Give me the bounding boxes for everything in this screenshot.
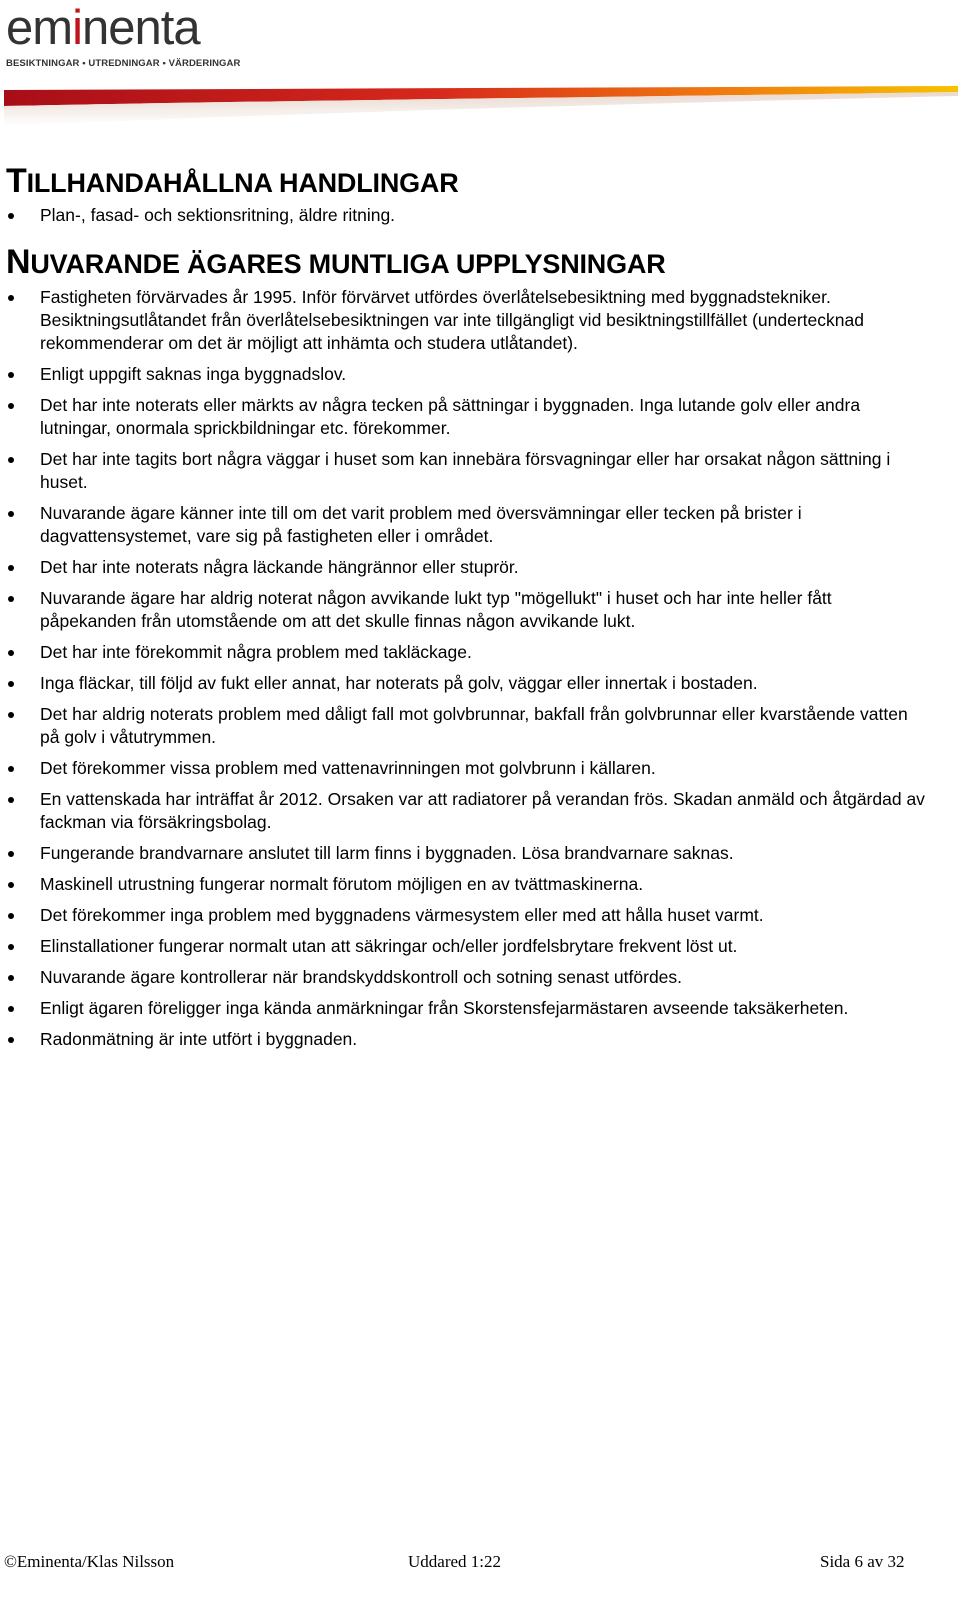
section-title-nuvarande-agares-upplysningar: NUVARANDE ÄGARES MUNTLIGA UPPLYSNINGAR — [6, 243, 666, 281]
list-item: Inga fläckar, till följd av fukt eller annat, har noterats på golv, väggar eller innertak i bostaden. — [0, 672, 930, 695]
bullet-icon — [8, 403, 14, 409]
company-logo — [4, 0, 244, 80]
bullet-icon — [8, 650, 14, 656]
bullet-icon — [8, 596, 14, 602]
list-item: Nuvarande ägare har aldrig noterat någon avvikande lukt typ "mögellukt" i huset och har inte heller fått påpekanden från utomstående om att det skulle finnas någon avvikande lukt. — [0, 587, 930, 633]
bullet-icon — [8, 565, 14, 571]
bullet-icon — [8, 1037, 14, 1043]
list-tillhandahallna-handlingar — [0, 204, 930, 235]
bullet-icon — [8, 511, 14, 517]
bullet-icon — [8, 944, 14, 950]
bullet-icon — [8, 1006, 14, 1012]
bullet-icon — [8, 295, 14, 301]
list-item: Plan-, fasad- och sektionsritning, äldre ritning. — [0, 204, 930, 227]
bullet-icon — [8, 457, 14, 463]
list-item: Maskinell utrustning fungerar normalt förutom möjligen en av tvättmaskinerna. — [0, 873, 930, 896]
list-item: Nuvarande ägare kontrollerar när brandskyddskontroll och sotning senast utfördes. — [0, 966, 930, 989]
logo-tagline: BESIKTNINGAR • UTREDNINGAR • VÄRDERINGAR — [6, 58, 241, 69]
list-item: Radonmätning är inte utfört i byggnaden. — [0, 1028, 930, 1051]
list-item: Elinstallationer fungerar normalt utan att säkringar och/eller jordfelsbrytare frekvent löst ut. — [0, 935, 930, 958]
list-item: Enligt ägaren föreligger inga kända anmärkningar från Skorstensfejarmästaren avseende taksäkerheten. — [0, 997, 930, 1020]
bullet-icon — [8, 766, 14, 772]
list-item: Det har inte noterats några läckande hängrännor eller stuprör. — [0, 556, 930, 579]
list-item: Enligt uppgift saknas inga byggnadslov. — [0, 363, 930, 386]
list-item: Fungerande brandvarnare anslutet till larm finns i byggnaden. Lösa brandvarnare saknas. — [0, 842, 930, 865]
logo-wordmark: eminenta — [6, 1, 200, 55]
bullet-icon — [8, 712, 14, 718]
list-item: Det har inte noterats eller märkts av några tecken på sättningar i byggnaden. Inga lutande golv eller andra lutningar, onormala sprickbildningar etc. förekommer. — [0, 394, 930, 440]
footer-page-number: Sida 6 av 32 — [820, 1552, 905, 1571]
bullet-icon — [8, 975, 14, 981]
list-item: Fastigheten förvärvades år 1995. Inför förvärvet utfördes överlåtelsebesiktning med byggnadstekniker. Besiktningsutlåtandet från överlåtelsebesiktningen var inte tillgängligt vid besiktningstillfället (undertecknad rekommenderar om det är möjligt att inhämta och studera utlåtandet). — [0, 286, 930, 355]
list-nuvarande-agares-upplysningar — [0, 286, 930, 1059]
bullet-icon — [8, 372, 14, 378]
bullet-icon — [8, 681, 14, 687]
list-item: Det förekommer inga problem med byggnadens värmesystem eller med att hålla huset varmt. — [0, 904, 930, 927]
bullet-icon — [8, 913, 14, 919]
bullet-icon — [8, 882, 14, 888]
bullet-icon — [8, 851, 14, 857]
list-item: Det har aldrig noterats problem med dåligt fall mot golvbrunnar, bakfall från golvbrunnar eller kvarstående vatten på golv i våtutrymmen. — [0, 703, 930, 749]
bullet-icon — [8, 213, 14, 219]
section-title-tillhandahallna-handlingar: TILLHANDAHÅLLNA HANDLINGAR — [6, 162, 459, 200]
list-item: Det förekommer vissa problem med vattenavrinningen mot golvbrunn i källaren. — [0, 757, 930, 780]
header-swoosh-band — [4, 84, 958, 130]
list-item: Det har inte förekommit några problem med takläckage. — [0, 641, 930, 664]
bullet-icon — [8, 797, 14, 803]
list-item: Nuvarande ägare känner inte till om det varit problem med översvämningar eller tecken på brister i dagvattensystemet, vare sig på fastigheten eller i området. — [0, 502, 930, 548]
list-item: En vattenskada har inträffat år 2012. Orsaken var att radiatorer på verandan frös. Skadan anmäld och åtgärdad av fackman via försäkringsbolag. — [0, 788, 930, 834]
footer-copyright: ©Eminenta/Klas Nilsson — [4, 1552, 175, 1571]
footer-property: Uddared 1:22 — [408, 1552, 502, 1571]
list-item: Det har inte tagits bort några väggar i huset som kan innebära försvagningar eller har orsakat någon sättning i huset. — [0, 448, 930, 494]
